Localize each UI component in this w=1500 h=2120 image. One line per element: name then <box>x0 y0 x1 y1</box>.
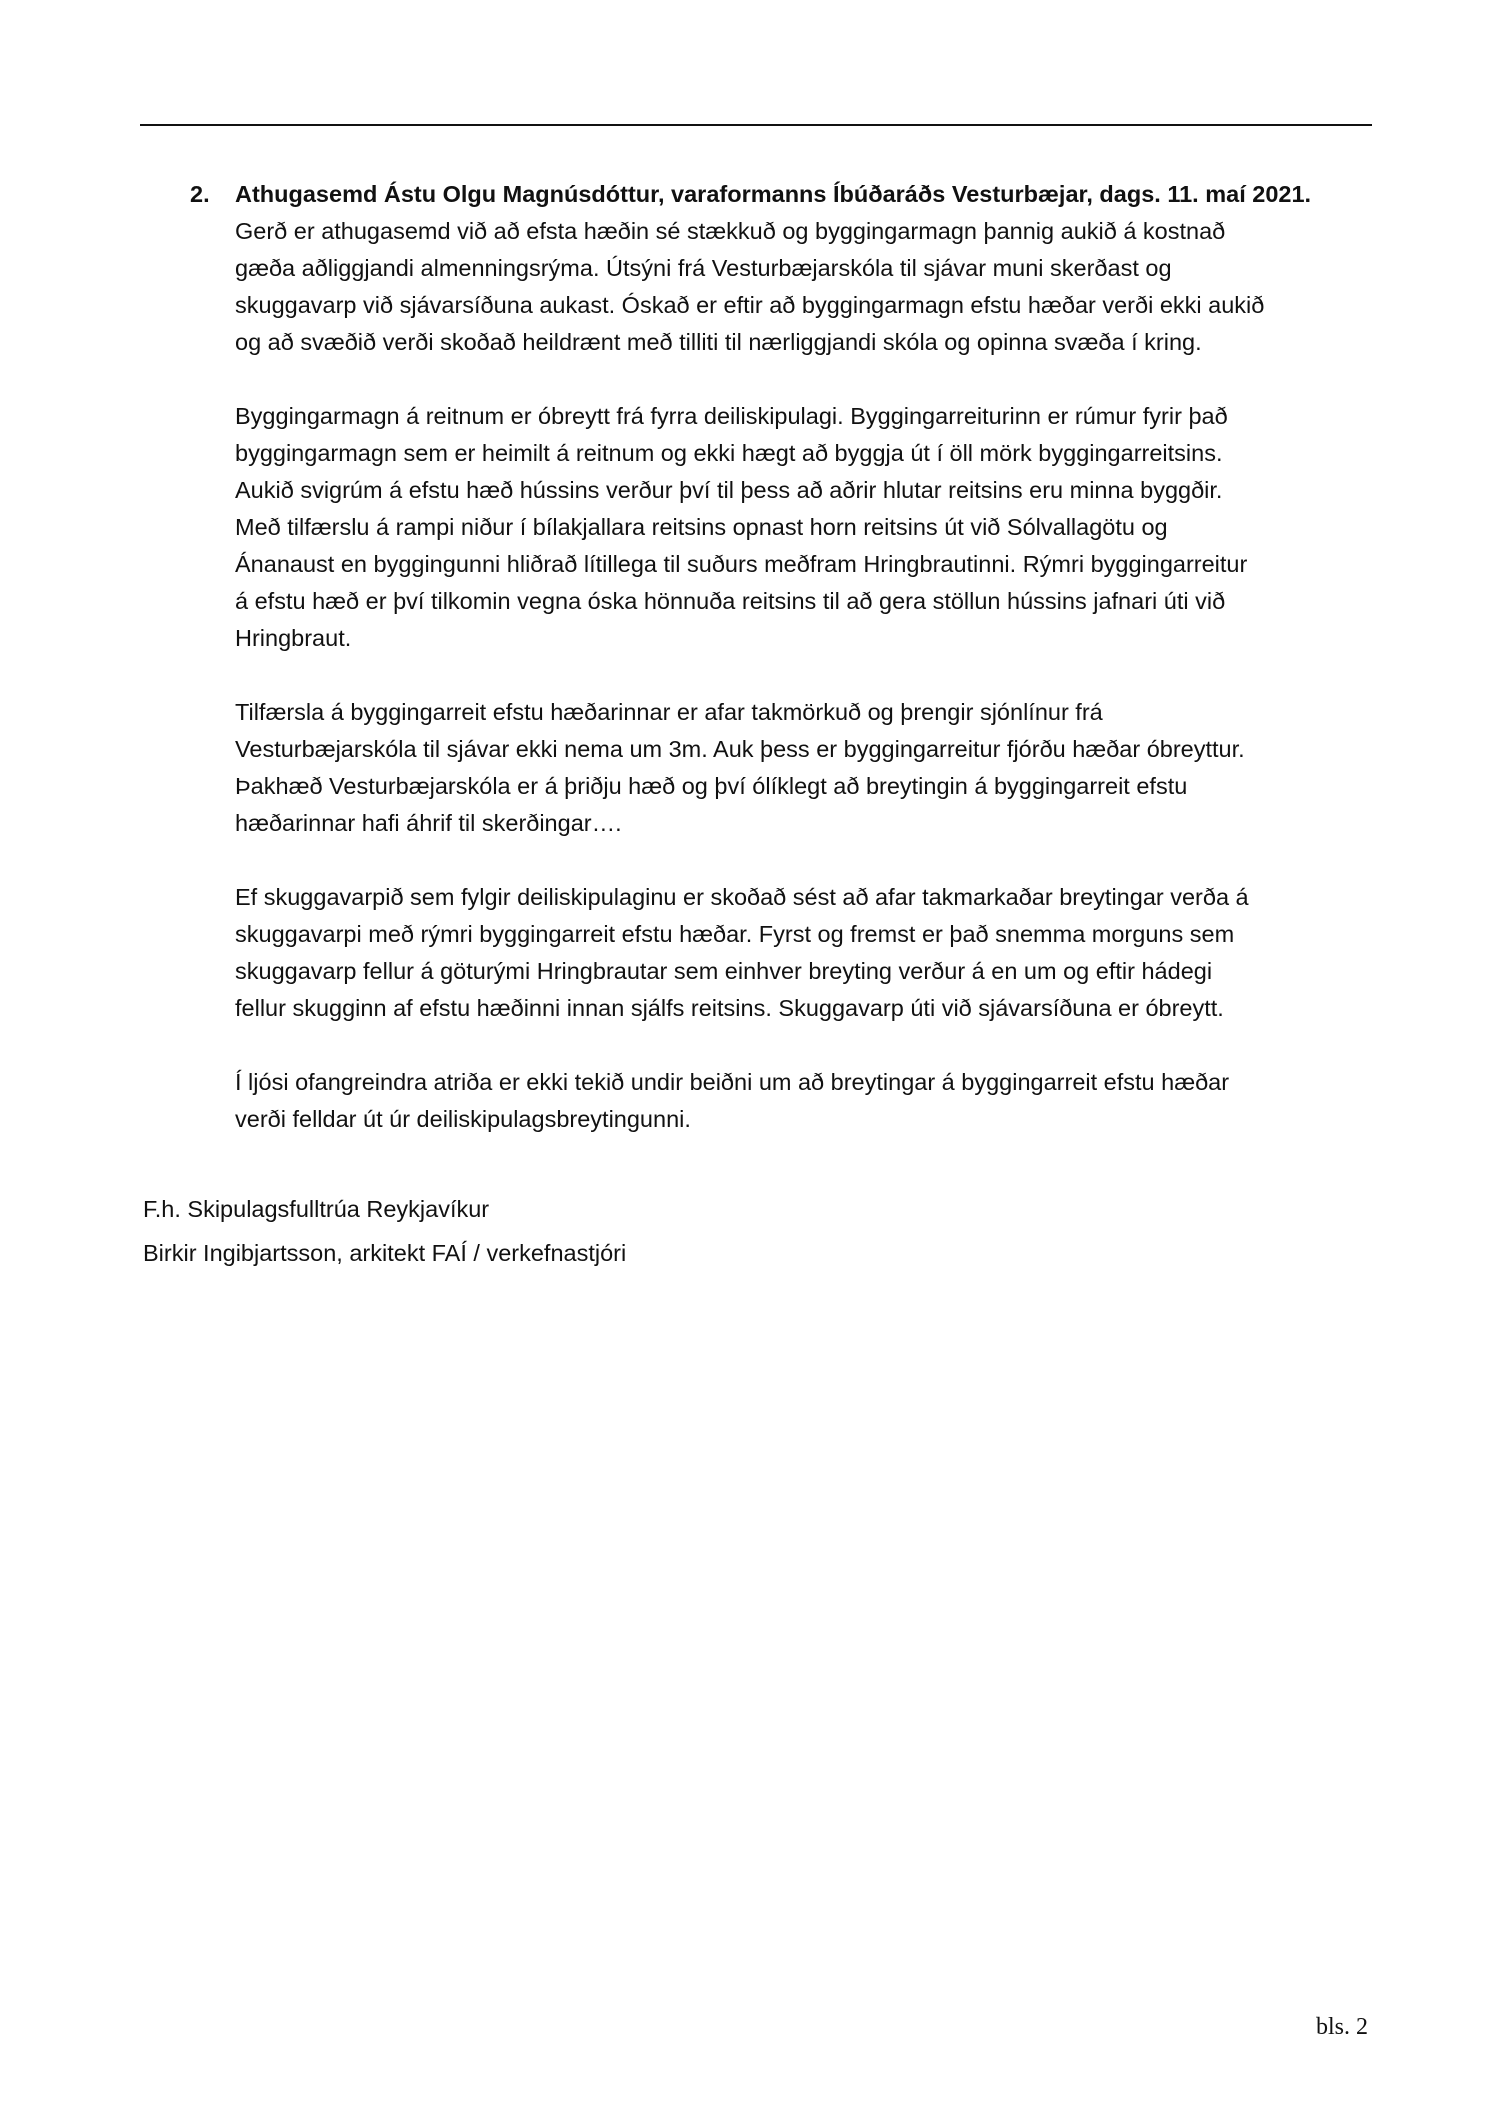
response-paragraph-3 <box>235 879 1380 1027</box>
paragraph-line: Tilfærsla á byggingarreit efstu hæðarinnar er afar takmörkuð og þrengir sjónlínur frá <box>235 699 1103 725</box>
header-rule <box>140 124 1372 126</box>
comment-item <box>190 176 1380 1138</box>
paragraph-line: Ánanaust en byggingunni hliðrað lítillega til suðurs meðfram Hringbrautinni. Rýmri byggingarreitur <box>235 551 1248 577</box>
paragraph-line: verði felldar út úr deiliskipulagsbreytingunni. <box>235 1106 691 1132</box>
paragraph-line: fellur skugginn af efstu hæðinni innan sjálfs reitsins. Skuggavarp úti við sjávarsíðuna er óbreytt. <box>235 995 1224 1021</box>
comment-line: skuggavarp við sjávarsíðuna aukast. Óskað er eftir að byggingarmagn efstu hæðar verði ekki aukið <box>235 292 1265 318</box>
comment-summary <box>235 213 1380 361</box>
paragraph-line: Ef skuggavarpið sem fylgir deiliskipulaginu er skoðað sést að afar takmarkaðar breytingar verða á <box>235 884 1249 910</box>
comment-line: gæða aðliggjandi almenningsrýma. Útsýni frá Vesturbæjarskóla til sjávar muni skerðast og <box>235 255 1172 281</box>
item-body <box>235 176 1380 1138</box>
paragraph-line: á efstu hæð er því tilkomin vegna óska hönnuða reitsins til að gera stöllun hússins jafnari úti við <box>235 588 1226 614</box>
paragraph-line: skuggavarpi með rýmri byggingarreit efstu hæðar. Fyrst og fremst er það snemma morguns sem <box>235 921 1235 947</box>
paragraph-line: Í ljósi ofangreindra atriða er ekki tekið undir beiðni um að breytingar á byggingarreit efstu hæðar <box>235 1069 1230 1095</box>
comment-line: Gerð er athugasemd við að efsta hæðin sé stækkuð og byggingarmagn þannig aukið á kostnað <box>235 218 1226 244</box>
response-paragraph-1 <box>235 398 1380 657</box>
paragraph-line: Hringbraut. <box>235 625 352 651</box>
paragraph-line: Aukið svigrúm á efstu hæð hússins verður því til þess að aðrir hlutar reitsins eru minna byggðir. <box>235 477 1223 503</box>
response-paragraph-2 <box>235 694 1380 842</box>
paragraph-line: Með tilfærslu á rampi niður í bílakjallara reitsins opnast horn reitsins út við Sólvallagötu og <box>235 514 1168 540</box>
signature-line-2: Birkir Ingibjartsson, arkitekt FAÍ / verkefnastjóri <box>143 1240 627 1266</box>
response-paragraph-4 <box>235 1064 1380 1138</box>
paragraph-line: byggingarmagn sem er heimilt á reitnum og ekki hægt að byggja út í öll mörk byggingarreitsins. <box>235 440 1223 466</box>
item-title: Athugasemd Ástu Olgu Magnúsdóttur, varaformanns Íbúðaráðs Vesturbæjar, dags. 11. maí 2021. <box>235 181 1312 207</box>
paragraph-line: Byggingarmagn á reitnum er óbreytt frá fyrra deiliskipulagi. Byggingarreiturinn er rúmur fyrir það <box>235 403 1228 429</box>
signature-block <box>143 1187 626 1275</box>
comment-line: og að svæðið verði skoðað heildrænt með tilliti til nærliggjandi skóla og opinna svæða í kring. <box>235 329 1202 355</box>
paragraph-line: skuggavarp fellur á göturými Hringbrautar sem einhver breyting verður á en um og eftir hádegi <box>235 958 1213 984</box>
page-number: bls. 2 <box>1315 2014 1368 2040</box>
signature-line-1: F.h. Skipulagsfulltrúa Reykjavíkur <box>143 1196 490 1222</box>
paragraph-line: hæðarinnar hafi áhrif til skerðingar…. <box>235 810 622 836</box>
item-number: 2. <box>190 181 210 207</box>
paragraph-line: Þakhæð Vesturbæjarskóla er á þriðju hæð og því ólíklegt að breytingin á byggingarreit efstu <box>235 773 1188 799</box>
paragraph-line: Vesturbæjarskóla til sjávar ekki nema um 3m. Auk þess er byggingarreitur fjórðu hæðar óbreyttur. <box>235 736 1245 762</box>
